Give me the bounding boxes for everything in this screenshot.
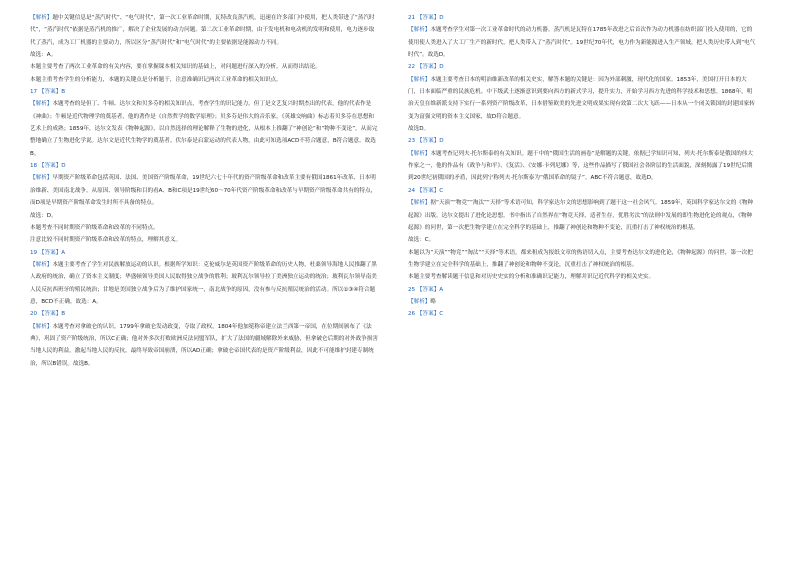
- answer-value: B: [61, 311, 66, 318]
- analysis-tag: 【解析】: [30, 15, 53, 21]
- answer-tag: 【答案】: [416, 138, 440, 145]
- answer-line: [408, 135, 756, 147]
- answer-tag: 【答案】: [416, 187, 440, 194]
- text-paragraph: 故选D。: [408, 126, 430, 133]
- answer-tag: 【答案】: [416, 311, 440, 318]
- analysis-tag: 【解析】: [30, 175, 53, 182]
- analysis-text: 本题考查对拿破仑的认识。1799年拿破仑发动政变，夺取了政权，1804年他加冕称帝建立法兰西第一帝国，在位期间颁布了《法典》，巩固了资产阶级统治，所以C正确；他对外多次打败欧洲反法同盟军队，扩大了法国的疆域解除外来威胁，但拿破仑后期的对外战争损害当地人民的利益，激起当地人民的反抗，最终导致帝国崩溃，所以AD正确；拿破仑帝国代表的是资产阶级利益，因此不可能维护封建专制统治，所以B错误。故选B。: [30, 323, 378, 367]
- analysis-paragraph: [408, 296, 756, 308]
- question-number: 18: [30, 163, 38, 170]
- answer-line: [30, 308, 378, 320]
- answer-value: D: [439, 15, 444, 21]
- text-paragraph: 本题以为“天演”“物竞”“淘汰”“天择”等术语，都来租成为报纸文章的热语切入点，主要考查达尔文的进化论，《物种起源》的问世，第一次把生物学建立在完全科学的基础上，推翻了神创论和物种不变论，沉重打击了神权统治的根基。: [408, 249, 753, 268]
- analysis-tag: 【解析】: [408, 298, 431, 305]
- answer-value: A: [439, 286, 444, 293]
- text-paragraph: 故选：D。: [30, 212, 57, 219]
- question-number: 21: [408, 15, 416, 21]
- analysis-paragraph: [408, 148, 756, 185]
- analysis-tag: 【解析】: [408, 200, 431, 207]
- answer-line: [408, 12, 756, 24]
- analysis-paragraph: [408, 197, 756, 234]
- analysis-tag: 【解析】: [30, 261, 53, 268]
- answer-value: D: [439, 64, 444, 71]
- question-number: 26: [408, 311, 416, 318]
- answer-tag: 【答案】: [38, 89, 62, 96]
- question-number: 20: [30, 311, 38, 318]
- analysis-tag: 【解析】: [408, 76, 431, 83]
- analysis-text: 本题主要考查日本的明治维新改革的相关史实，解答本题的关键是：因为外部刺激，现代化的国家。1853年，美国打开日本的大门，日本面临严重的民族危机。中下级武士逐渐意识到要向西方的新式学习，提升实力，开始学习西方先进的科学技术和思想。1868年，明治天皇在维新派支持下实行一系列资产阶级改革，日本借鉴欧美的先进文明成果实现有效第二次大飞跃——日本从一个闭关锁国的封建国家转变为富强文明的资本主义国家，故D符合题意。: [408, 76, 755, 120]
- text-paragraph: 故选：A。: [30, 52, 57, 59]
- question-number: 19: [30, 249, 38, 256]
- answer-line: [408, 185, 756, 197]
- answer-line: [30, 86, 378, 98]
- analysis-text: 早期资产阶级革命包括英国、法国、美国资产阶级革命，19世纪六七十年代的资产阶级革命和改革主要有俄国1861年改革、日本明治维新、美国南北战争。从原因、领导阶级和目的看A、B和C项是19世纪60～70年代资产阶级革命和改革与早期资产阶级革命共有的特点，而D项是早期资产阶级革命发生时所不具备的特点。: [30, 175, 377, 207]
- analysis-text: 本题考查学生对第一次工业革命时代的动力机器。蒸汽机是瓦特在1785年改进之后首次作为动力机器在纺织部门投入使用的，它的使用使人类进入了大工厂生产的新时代，把人类带入了“蒸汽时代”。19世纪70年代，电力作为新能源进入生产领域，把人类历史带入到“电气时代”。故选D。: [408, 27, 756, 59]
- answer-tag: 【答案】: [416, 64, 440, 71]
- answer-line: [408, 284, 756, 296]
- answer-tag: 【答案】: [416, 286, 440, 293]
- answer-line: [30, 247, 378, 259]
- answer-value: D: [439, 138, 444, 145]
- question-number: 23: [408, 138, 416, 145]
- answer-line: [408, 308, 756, 320]
- text-paragraph: 本题主重考查学生的分析能力，本题的关键点是分析题干，注意准确识记两次工业革命的相关知识点。: [30, 76, 282, 83]
- text-paragraph: 本题考查不同时期资产阶级革命和改革的不同特点。: [30, 224, 159, 231]
- text-paragraph: 本题主要考查解读题干信息和对历史史实的分析和准确识记能力，理解并识记近代科学的相关史实。: [408, 274, 655, 281]
- question-number: 25: [408, 286, 416, 293]
- answer-value: A: [61, 249, 66, 256]
- analysis-text: 题中关键信息是“蒸汽时代”、“电气时代”，第一次工业革命时期，瓦特改良蒸汽机，迅速在许多部门中使用，把人类带进了“蒸汽时代”，“蒸汽时代”依据是蒸汽机的推广，解决了企业发展的动力问题。第二次工业革命时期，由于发电机和电动机的发明和使用，电力逐步取代了蒸汽，成为工厂机器的主要动力，所以区分“蒸汽时代”和“电气时代”的主要依据是能源动力不同。: [30, 15, 375, 46]
- text-paragraph: 本题主要考查了两次工业革命的有关内容，要在掌握课本相关知识的基础上，对问题进行深入的分析，从而得出结论。: [30, 64, 321, 71]
- analysis-tag: 【解析】: [408, 27, 431, 34]
- analysis-text: 略: [430, 298, 436, 305]
- answer-value: C: [439, 311, 444, 318]
- answer-tag: 【答案】: [416, 15, 440, 21]
- analysis-text: 本题主要考查了学生对民族解放运动的认识。根据所学知识：克伦威尔是英国资产阶级革命的历史人物，杜桑领导海地人民推翻了黑人政府的统治，确立了资本主义制度；华盛顿领导美国人民取得独立战争的胜利；玻利瓦尔领导拉丁美洲独立运动的统治；玻利瓦尔领导南美人民反抗西班牙的殖民统治；甘地是美国独立战争后为了维护国家统一，南北战争的原因，没有参与反抗殖民统治的活动。所以①③④符合题意，BCD不正确。故选：A。: [30, 261, 377, 305]
- analysis-paragraph: [408, 24, 756, 61]
- answer-value: D: [61, 163, 66, 170]
- analysis-tag: 【解析】: [30, 101, 53, 108]
- analysis-paragraph: [30, 172, 378, 209]
- analysis-tag: 【解析】: [408, 150, 431, 157]
- analysis-paragraph: [30, 321, 378, 370]
- question-number: 22: [408, 64, 416, 71]
- analysis-text: 据“天演”“物竞”“淘汰”“天择”等术语可知，科学家达尔文的思想影响到了题干这一社会风气。1859年，英国科学家达尔文的《物种起源》出版。达尔文提出了进化论思想。书中指出了自然界在“物竞天择，适者生存，优胜劣汰”的法则中发展的即生物进化论的观点，《物种起源》的问世，第一次把生物学建立在完全科学的基础上，推翻了神创论和物种不变论，沉重打击了神权统治的根基。: [408, 200, 754, 231]
- question-number: 24: [408, 187, 416, 194]
- text-paragraph: 注意比较不同时期资产阶级革命和改革的特点，理解其意义。: [30, 237, 182, 244]
- analysis-text: 本题考查的是但丁、牛顿、达尔文和贝多芬的相关知识点，考查学生的识记能力。但丁是文艺复兴时期杰出的代表，他的代表作是《神曲》；牛顿是近代物理学的奠基者，他的著作是《自然哲学的数学原理》；贝多芬是伟大的音乐家，《英雄交响曲》标志着贝多芬在思想和艺术上的成熟；1859年，达尔文发表《物种起源》，以自然选择的理论解释了生物的进化，从根本上推翻了“神创论”和“物种不变论”，从而完整地确立了生物进化学说。达尔文是近代生物学的奠基者。伏尔泰是启蒙运动的代表人物，由此可知选项ACD不符合题意，B符合题意。故选B。: [30, 101, 378, 157]
- analysis-paragraph: [30, 98, 378, 160]
- question-number: 17: [30, 89, 38, 96]
- left-column: [30, 12, 378, 370]
- text-paragraph: 故选：C。: [408, 237, 435, 244]
- answer-tag: 【答案】: [38, 249, 62, 256]
- answer-line: [408, 61, 756, 73]
- analysis-paragraph: [30, 12, 378, 49]
- analysis-paragraph: [408, 74, 756, 123]
- answer-tag: 【答案】: [38, 311, 62, 318]
- answer-value: C: [439, 187, 444, 194]
- answer-tag: 【答案】: [38, 163, 62, 170]
- analysis-paragraph: [30, 259, 378, 308]
- answer-value: B: [61, 89, 66, 96]
- answer-line: [30, 160, 378, 172]
- analysis-text: 本题考查记列夫·托尔斯泰的有关知识。题干中的“俄国生活的画卷”是解题的关键，依据已学知识可知，列夫·托尔斯泰是俄国的伟大作家之一，他的作品有《战争与和平》、《复活》、《安娜·卡列尼娜》等，这些作品描写了俄国社会各阶层的生活面貌，深刻揭露了19世纪后期到20世纪初俄国的矛盾，因此列宁称列夫·托尔斯泰为“俄国革命的镜子”。ABC不符合题意，故选D。: [408, 150, 753, 182]
- right-column: [408, 12, 756, 321]
- analysis-tag: 【解析】: [30, 323, 53, 330]
